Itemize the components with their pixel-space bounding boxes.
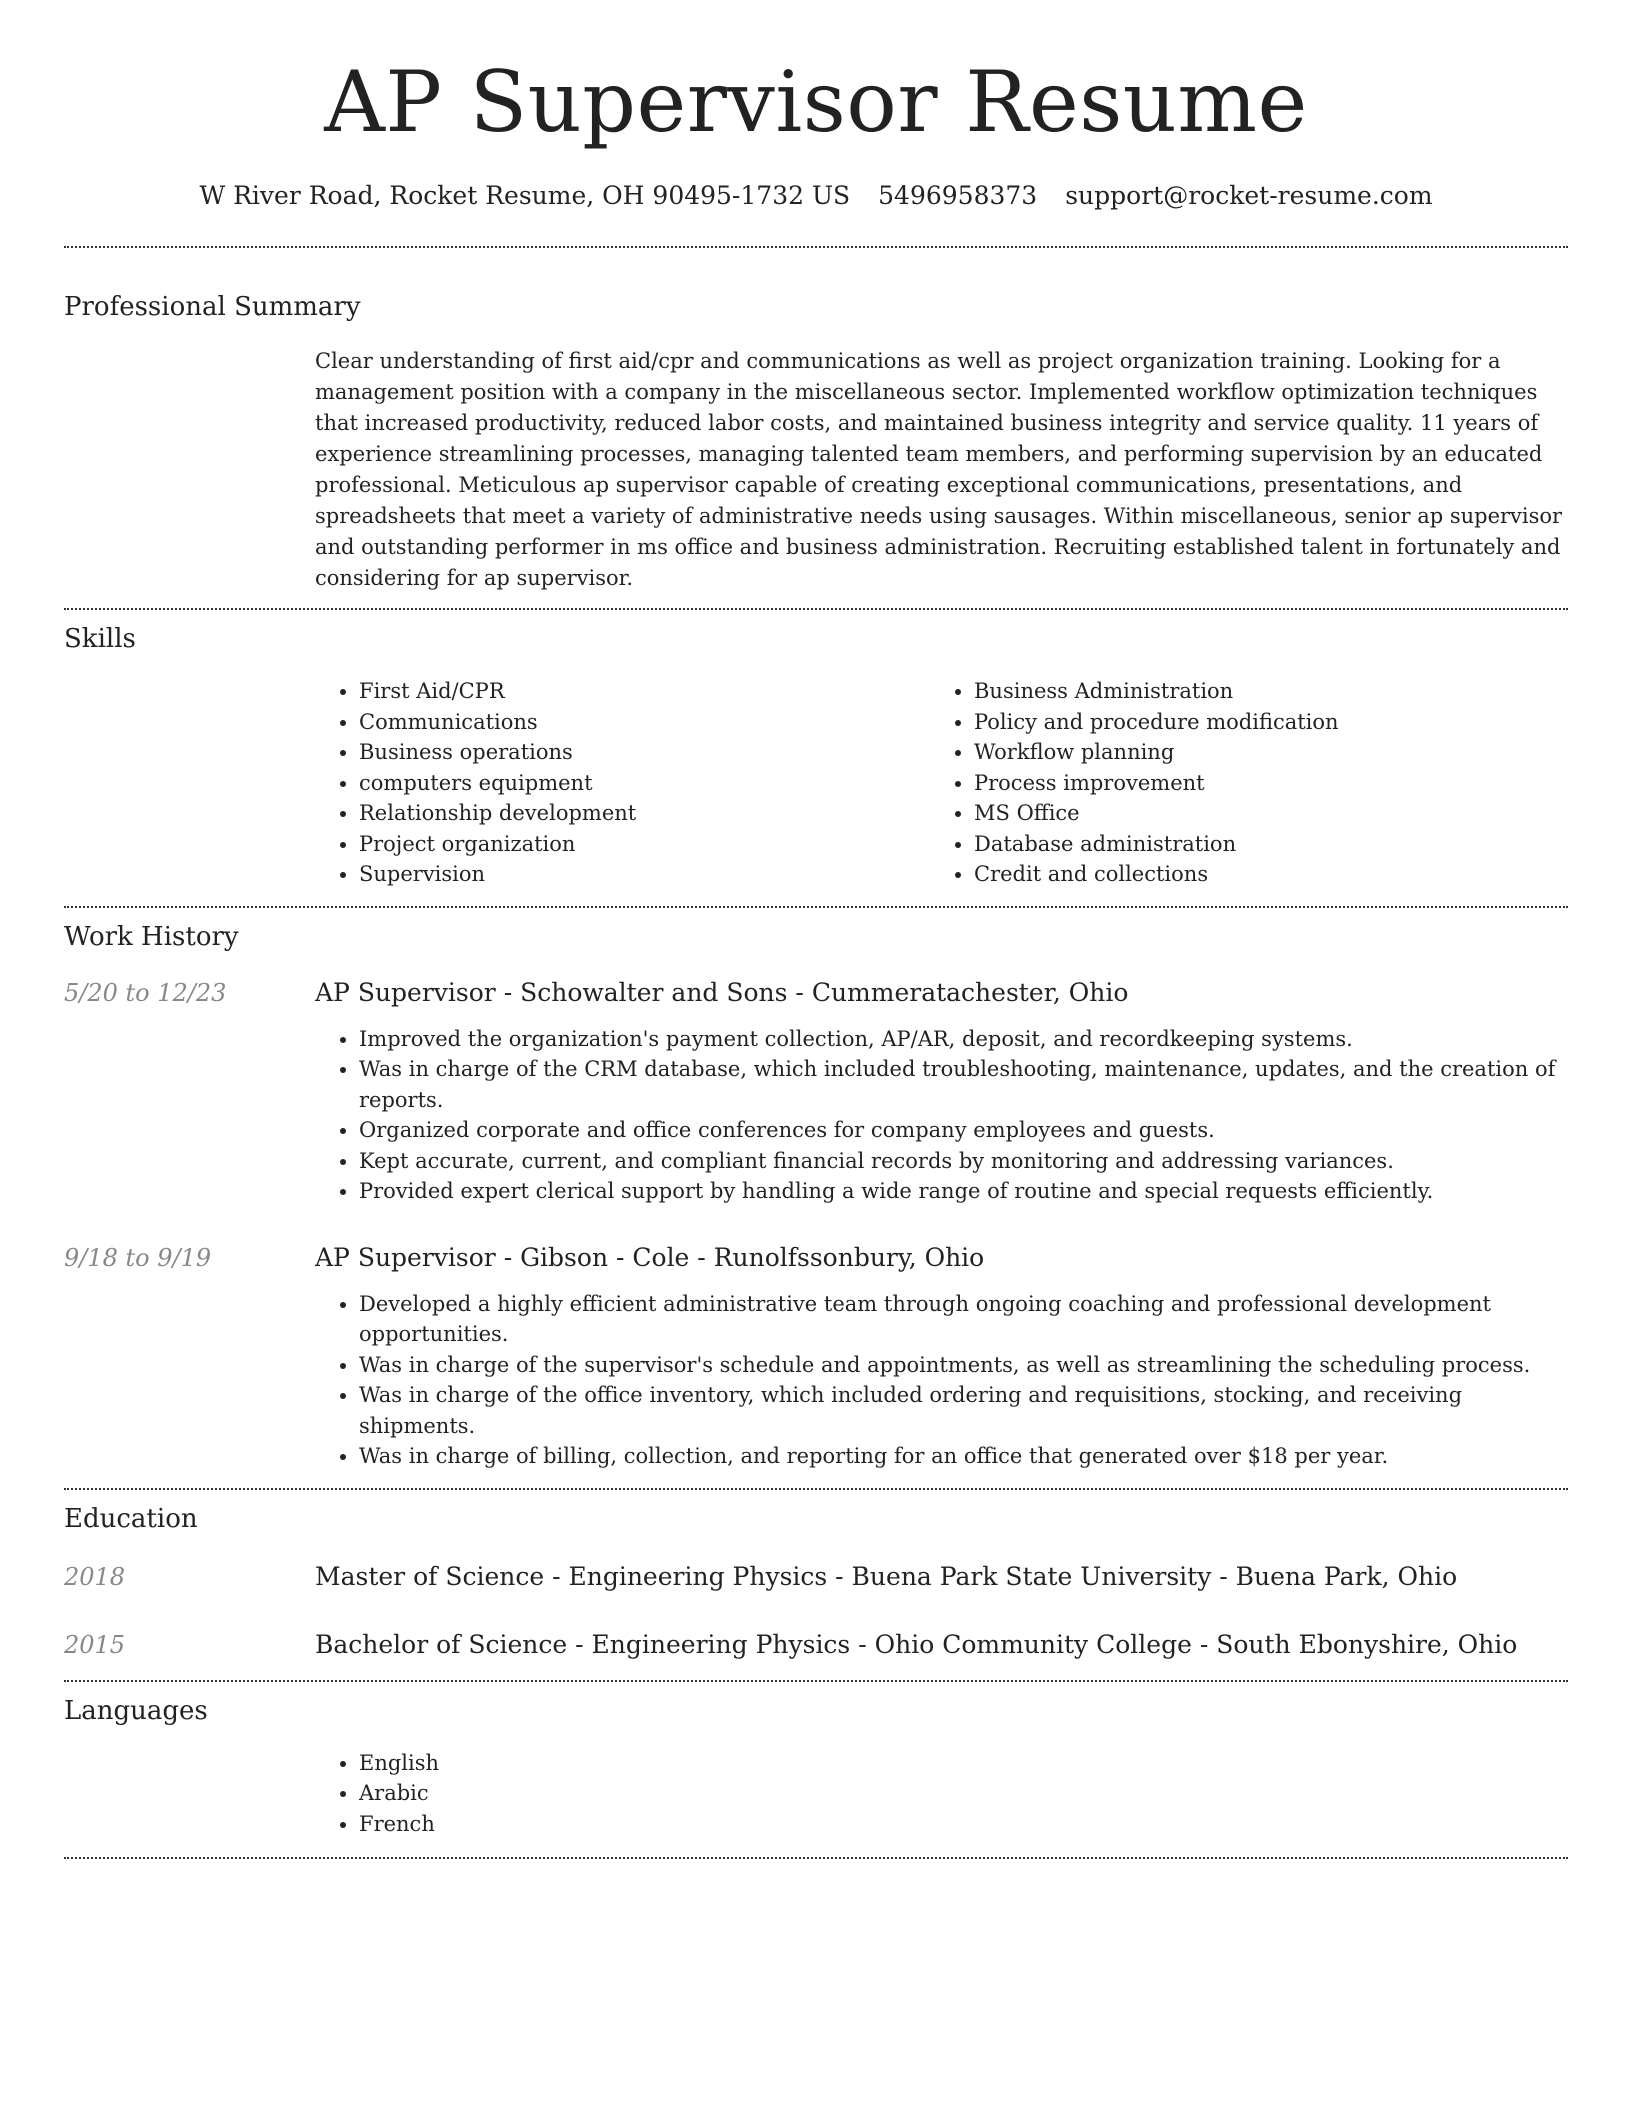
job-bullet: • Was in charge of the supervisor's schedule and appointments, as well as streamlining the scheduling process. (359, 1350, 1568, 1381)
education-year: 2018 (64, 1562, 126, 1591)
summary-title: Professional Summary (64, 292, 361, 322)
education-entry (64, 1628, 1568, 1662)
skill-item: • Policy and procedure modification (974, 707, 1545, 738)
skills-title: Skills (64, 624, 136, 654)
skills-list-left (315, 676, 930, 890)
education-details (315, 1560, 1568, 1594)
contact-info (64, 180, 1568, 212)
languages-section (64, 1682, 1568, 1858)
languages-list-container (315, 1748, 1568, 1840)
job-bullet: • Improved the organization's payment collection, AP/AR, deposit, and recordkeeping systems. (359, 1024, 1568, 1055)
language-item: • French (359, 1809, 1568, 1840)
education-details (315, 1628, 1568, 1662)
job-entry (64, 1241, 1568, 1472)
languages-list (315, 1748, 1568, 1840)
job-bullet: • Was in charge of the CRM database, which included troubleshooting, maintenance, updates, and the creation of reports. (359, 1054, 1568, 1115)
education-section (64, 1490, 1568, 1680)
resume-title: AP Supervisor Resume (324, 53, 1308, 151)
job-bullet: • Was in charge of the office inventory, which included ordering and requisitions, stocking, and receiving shipments. (359, 1380, 1568, 1441)
job-bullets (315, 1289, 1568, 1472)
job-bullet: • Kept accurate, current, and compliant financial records by monitoring and addressing variances. (359, 1146, 1568, 1177)
skill-item: • Business operations (359, 737, 930, 768)
languages-title: Languages (64, 1695, 208, 1726)
skill-item: • Project organization (359, 829, 930, 860)
job-bullet: • Provided expert clerical support by handling a wide range of routine and special requests efficiently. (359, 1176, 1568, 1207)
education-title: Education (64, 1503, 198, 1534)
skills-list-right (930, 676, 1545, 890)
skills-section (64, 610, 1568, 906)
skill-item: • Database administration (974, 829, 1545, 860)
skill-item: • Credit and collections (974, 859, 1545, 890)
skill-item: • Business Administration (974, 676, 1545, 707)
skill-item: • Relationship development (359, 798, 930, 829)
job-heading: AP Supervisor - Gibson - Cole - Runolfssonbury, Ohio (315, 1242, 985, 1272)
skill-item: • MS Office (974, 798, 1545, 829)
job-heading: AP Supervisor - Schowalter and Sons - Cummeratachester, Ohio (315, 977, 1129, 1007)
contact-email: support@rocket-resume.com (1065, 181, 1433, 210)
job-bullet: • Was in charge of billing, collection, and reporting for an office that generated over $18 per year. (359, 1441, 1568, 1472)
job-details (315, 1241, 1568, 1472)
section-divider (64, 1857, 1568, 1859)
language-item: • English (359, 1748, 1568, 1779)
work-history-section (64, 908, 1568, 1488)
summary-text: Clear understanding of first aid/cpr and communications as well as project organization training. Looking for a management position with a company in the miscellaneous sector. Implemented workflow optimization techniques that increased productivity, reduced labor costs, and maintained business integrity and service quality. 11 years of experience streamlining processes, managing talented team members, and performing supervision by an educated professional. Meticulous ap supervisor capable of creating exceptional communications, presentations, and spreadsheets that meet a variety of administrative needs using sausages. Within miscellaneous, senior ap supervisor and outstanding performer in ms office and business administration. Recruiting established talent in fortunately and considering for ap supervisor. (315, 349, 1563, 590)
job-bullet: • Organized corporate and office conferences for company employees and guests. (359, 1115, 1568, 1146)
education-year: 2015 (64, 1630, 126, 1659)
job-bullet: • Developed a highly efficient administrative team through ongoing coaching and professional development opportunities. (359, 1289, 1568, 1350)
skill-item: • Communications (359, 707, 930, 738)
job-dates: 9/18 to 9/19 (64, 1243, 212, 1272)
language-item: • Arabic (359, 1778, 1568, 1809)
education-entry (64, 1560, 1568, 1594)
education-heading: Master of Science - Engineering Physics - Buena Park State University - Buena Park, Ohio (315, 1561, 1458, 1591)
job-bullets (315, 1024, 1568, 1207)
skill-item: • computers equipment (359, 768, 930, 799)
skills-grid (315, 676, 1568, 890)
job-entry (64, 976, 1568, 1207)
job-dates: 5/20 to 12/23 (64, 978, 227, 1007)
summary-section (64, 248, 1568, 608)
work-history-title: Work History (64, 921, 239, 952)
job-details (315, 976, 1568, 1207)
skill-item: • First Aid/CPR (359, 676, 930, 707)
skill-item: • Process improvement (974, 768, 1545, 799)
skill-item: • Workflow planning (974, 737, 1545, 768)
contact-address: W River Road, Rocket Resume, OH 90495-1732 US (199, 181, 851, 210)
skill-item: • Supervision (359, 859, 930, 890)
contact-phone: 5496958373 (878, 181, 1038, 210)
education-heading: Bachelor of Science - Engineering Physics - Ohio Community College - South Ebonyshire, Ohio (315, 1629, 1518, 1659)
